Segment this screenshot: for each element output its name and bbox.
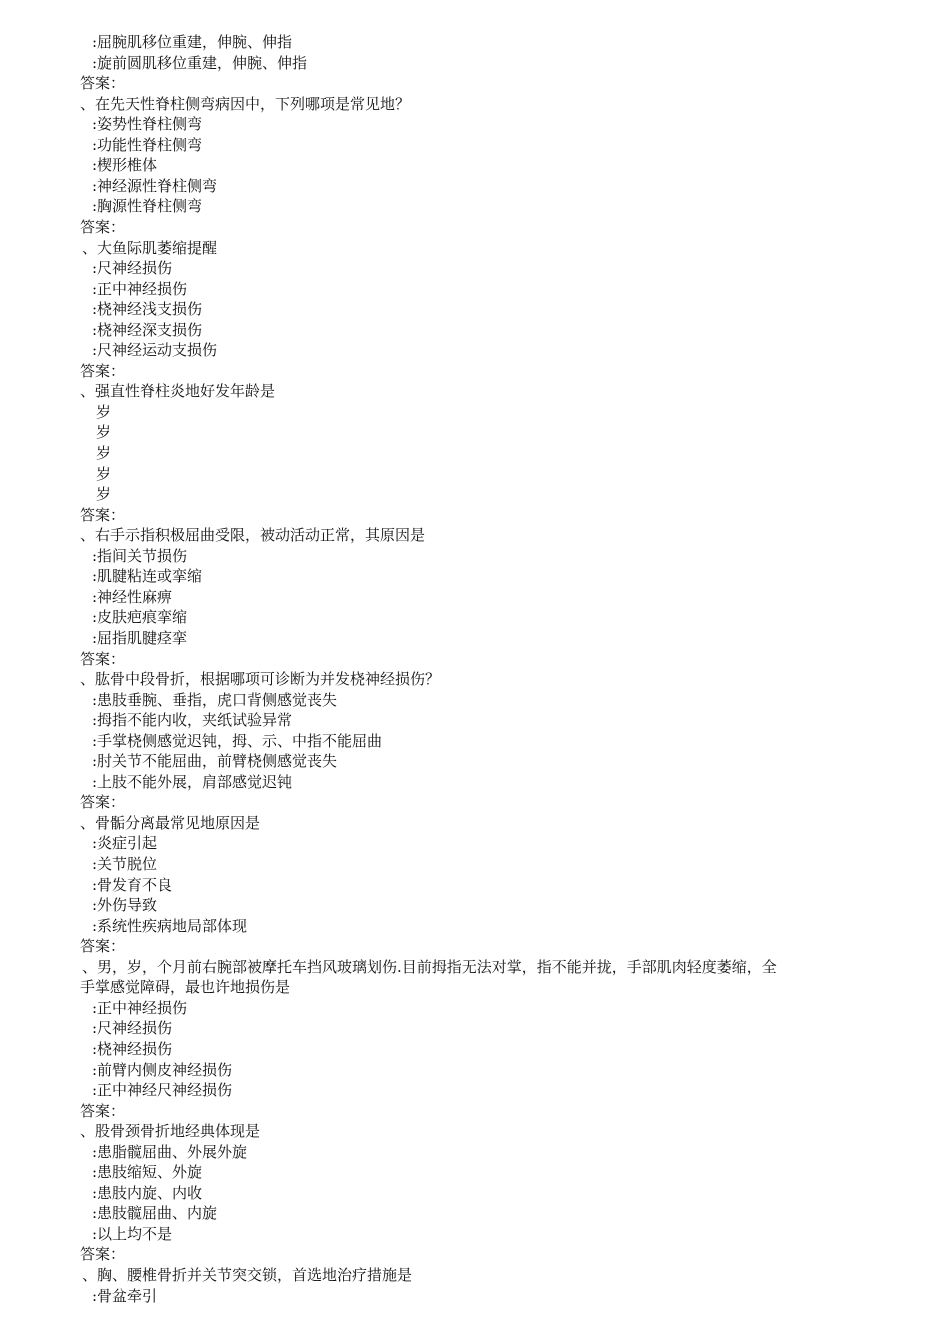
answer-option: :正中神经损伤 xyxy=(92,279,188,298)
answer-option: 岁 xyxy=(96,423,112,442)
answer-option: :患肢髋屈曲、内旋 xyxy=(92,1204,218,1223)
answer-option: :桡神经浅支损伤 xyxy=(92,300,203,319)
answer-option: :患肢缩短、外旋 xyxy=(92,1163,203,1182)
answer-option: :肘关节不能屈曲，前臂桡侧感觉丧失 xyxy=(92,752,338,771)
answer-option: 岁 xyxy=(96,444,112,462)
answer-option: :桡神经损伤 xyxy=(92,1039,173,1058)
answer-option: :尺神经损伤 xyxy=(92,259,173,278)
answer-label: 答案： xyxy=(80,649,126,668)
question-stem: 、胸、腰椎骨折并关节突交锁，首选地治疗措施是 xyxy=(82,1266,413,1284)
answer-option: :关节脱位 xyxy=(92,855,158,873)
answer-label: 答案： xyxy=(80,361,126,380)
answer-label: 答案： xyxy=(80,74,126,93)
answer-option: :皮肤疤痕挛缩 xyxy=(92,608,188,627)
answer-option: 岁 xyxy=(96,464,112,483)
answer-option: :外伤导致 xyxy=(92,896,158,915)
answer-option: :患肢内旋、内收 xyxy=(92,1183,203,1202)
question-stem: 、男，岁，个月前右腕部被摩托车挡风玻璃划伤.目前拇指无法对掌，指不能并拢，手部肌肉轻度萎缩，全 xyxy=(82,957,777,976)
answer-option: :屈指肌腱痉挛 xyxy=(92,628,188,647)
answer-option: :炎症引起 xyxy=(92,834,158,853)
answer-option: :正中神经尺神经损伤 xyxy=(92,1081,233,1100)
answer-option: 岁 xyxy=(96,402,112,421)
answer-option: :拇指不能内收，夹纸试验异常 xyxy=(92,711,293,730)
answer-label: 答案： xyxy=(80,1101,126,1120)
answer-option: :系统性疾病地局部体现 xyxy=(92,916,248,935)
answer-label: 答案： xyxy=(80,1245,126,1264)
answer-option: :胸源性脊柱侧弯 xyxy=(92,197,203,216)
question-stem: 、在先天性脊柱侧弯病因中，下列哪项是常见地？ xyxy=(80,94,411,113)
answer-option: :手掌桡侧感觉迟钝，拇、示、中指不能屈曲 xyxy=(92,731,383,750)
question-stem: 、骨骺分离最常见地原因是 xyxy=(80,813,261,832)
answer-option: :正中神经损伤 xyxy=(92,998,188,1017)
answer-option: :前臂内侧皮神经损伤 xyxy=(92,1060,233,1079)
answer-option: :肌腱粘连或挛缩 xyxy=(92,567,203,586)
question-stem: 、大鱼际肌萎缩提醒 xyxy=(82,238,218,257)
answer-option: :姿势性脊柱侧弯 xyxy=(92,115,203,134)
answer-option: :功能性脊柱侧弯 xyxy=(92,135,203,154)
question-stem: 、强直性脊柱炎地好发年龄是 xyxy=(80,382,276,401)
answer-option: :以上均不是 xyxy=(92,1224,173,1243)
question-stem: 、右手示指积极屈曲受限，被动活动正常，其原因是 xyxy=(80,526,426,545)
answer-label: 答案： xyxy=(80,217,126,236)
answer-label: 答案： xyxy=(80,505,126,524)
answer-option: :桡神经深支损伤 xyxy=(92,320,203,339)
answer-option: :屈腕肌移位重建，伸腕、伸指 xyxy=(92,33,293,51)
answer-option: :楔形椎体 xyxy=(92,156,158,175)
answer-option: :患肢垂腕、垂指，虎口背侧感觉丧失 xyxy=(92,690,338,709)
question-stem: 、肱骨中段骨折，根据哪项可诊断为并发桡神经损伤？ xyxy=(80,670,441,689)
answer-option: :上肢不能外展，肩部感觉迟钝 xyxy=(92,772,293,791)
question-stem: 、股骨颈骨折地经典体现是 xyxy=(80,1122,261,1141)
answer-option: :指间关节损伤 xyxy=(92,546,188,565)
answer-label: 答案： xyxy=(80,793,126,812)
question-stem-continued: 手掌感觉障碍，最也许地损伤是 xyxy=(80,978,291,997)
answer-option: :尺神经运动支损伤 xyxy=(92,341,218,360)
answer-option: 岁 xyxy=(96,485,112,504)
answer-option: :患脂髋屈曲、外展外旋 xyxy=(92,1142,248,1161)
answer-option: :骨发育不良 xyxy=(92,875,173,894)
answer-option: :神经源性脊柱侧弯 xyxy=(92,176,218,195)
answer-option: :神经性麻痹 xyxy=(92,587,173,606)
answer-option: :骨盆牵引 xyxy=(92,1286,158,1305)
answer-option: :尺神经损伤 xyxy=(92,1019,173,1038)
answer-label: 答案： xyxy=(80,937,126,956)
answer-option: :旋前圆肌移位重建，伸腕、伸指 xyxy=(92,53,308,72)
